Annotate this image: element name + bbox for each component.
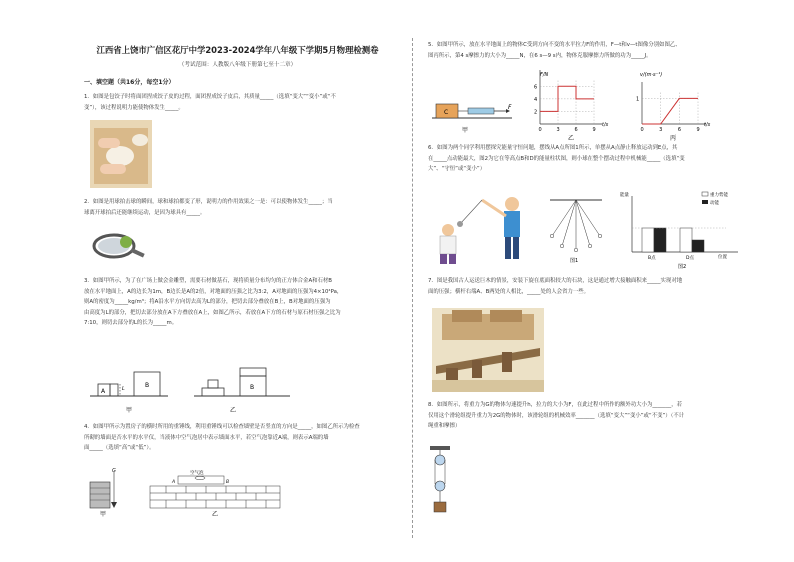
question-3-line: 由高度为L的部分，把切去部分放在A下方叠放在A上，如图乙所示，若放在A下方的石材与原石材压强之比为: [84, 309, 341, 316]
question-4: [84, 422, 360, 454]
position-axis-label: 位置: [718, 255, 727, 260]
category-label: B点: [648, 256, 656, 261]
fig1-label: 图1: [570, 258, 579, 264]
x-tick-label: 9: [696, 127, 700, 133]
blocks-figure: [90, 360, 290, 416]
velocity-time-chart: [626, 68, 726, 142]
pulley-system-figure: [430, 446, 450, 514]
question-1-line: 变”），该过程说明力能使物体发生_____。: [84, 104, 184, 111]
fig-yi-label-5: 乙: [568, 135, 575, 142]
fig-jia-label-4: 甲: [100, 511, 107, 518]
block-b2-label: B: [250, 384, 255, 391]
g-label: G: [112, 468, 116, 474]
bar: [680, 228, 692, 252]
end-a-label: A: [172, 480, 176, 485]
series-line: [642, 98, 698, 124]
question-8-line: 绳重和摩擦）: [428, 423, 461, 430]
question-1: [84, 92, 336, 113]
cut-l-label: L: [122, 386, 125, 392]
bubble-label: 空气泡: [190, 471, 204, 476]
v-axis-label: v/(m·s⁻¹): [640, 72, 663, 78]
y-tick-label: 6: [534, 84, 538, 91]
bar: [692, 240, 704, 252]
force-time-chart: [526, 68, 618, 142]
legend-grav-label: 重力势能: [710, 193, 728, 198]
y-tick-label: 1: [636, 96, 640, 103]
block-c-label: C: [444, 109, 449, 116]
f-axis-label: F/N: [540, 72, 549, 78]
x-tick-label: 0: [538, 127, 542, 133]
block-b-label: B: [145, 382, 150, 389]
t-axis-label-f: t/s: [602, 122, 609, 128]
question-3-line: 则A的密度为_____kg/m³；将A沿水平方向切去高为L的部分，把切去部分叠放在B上，B对地面的压强为: [84, 299, 331, 306]
x-tick-label: 3: [659, 127, 663, 133]
x-tick-label: 3: [556, 127, 560, 133]
question-7-line: 7．图是我国古人运送巨木的情景，安装下旋在底面积较大的石块，这是通过增大接触面积来_____实现对地: [428, 278, 683, 284]
pendulum-diagram: [546, 196, 606, 264]
page-title: 江西省上饶市广信区花厅中学2023-2024学年八年级下学期5月物理检测卷: [96, 45, 379, 55]
question-6-line: 在_____点动能最大，图2为它在等高点B和D的能量柱状图，则小球在整个摆动过程中机械能_____（选填“变: [428, 155, 685, 162]
racket-ball-photo: [90, 230, 146, 260]
question-8: [428, 400, 684, 432]
pendulum-kids-illustration: [432, 190, 536, 268]
x-tick-label: 0: [640, 127, 644, 133]
question-4-line: 4．如图甲所示为置房子的横时所用的重锤线，利用重锤线可以检查墙壁是否竖直的方向是_____，如图乙所示为检查: [84, 424, 360, 430]
question-5-line: 图丙所示，第4 s摩擦力的大小为_____N，在6 s—9 s内，物体克服摩擦力所做的功为_____J。: [428, 52, 652, 59]
y-tick-label: 4: [534, 96, 538, 103]
bar: [654, 228, 666, 252]
bar: [642, 228, 654, 252]
end-b-label: B: [226, 480, 230, 485]
fig-jia-label-5: 甲: [462, 127, 469, 134]
question-3-line: 3．如图甲所示，为了在广场上做会金雕塑，需要石材做基石，现将质量分布均匀的正方体合金A和石材B: [84, 278, 333, 284]
question-2: [84, 197, 333, 218]
fig-bing-label: 丙: [670, 135, 677, 142]
question-4-line: 所砌的墙面是否水平的水平仪，当液体中空气泡居中表示墙面水平，若空气泡靠近A端，则表示A端的墙: [84, 434, 329, 441]
question-3-line: 7:10，则切去部分的L的长为_____m。: [84, 320, 178, 327]
question-2-line: 球离开球拍后还能继续运动，是因为球具有_____。: [84, 209, 206, 216]
question-8-line: 仅用这个滑轮组提升重力为2G的物体时，该滑轮组的机械效率_______（选填“变大”“变小”或“不变”）（不计: [428, 412, 685, 419]
question-6-line: 大”、“守恒”或“变小”）: [428, 166, 486, 173]
energy-axis-label: 能量: [620, 193, 629, 198]
question-2-line: 2．如图是用球拍击球的瞬间，球和球拍都变了形，说明力的作用效果之一是：可以使物体发生_____；当: [84, 199, 333, 205]
energy-bar-chart: [618, 186, 750, 270]
block-a-label: A: [101, 388, 106, 395]
dumpling-photo: [90, 120, 152, 188]
legend-kin-label: 动能: [710, 201, 719, 206]
fig-yi-label: 乙: [230, 407, 237, 414]
question-3: [84, 276, 342, 329]
question-7-line: 面的压强；横杆右端A、B两处的人相比，_____处的人会省力一些。: [428, 288, 590, 295]
column-divider: [412, 38, 413, 538]
question-6: [428, 143, 685, 175]
ancient-log-transport-illustration: [432, 308, 544, 392]
question-7: [428, 276, 682, 297]
y-tick-label: 2: [534, 109, 538, 116]
page-subtitle: （考试范围：人教版八年级下册第七至十二章）: [178, 62, 297, 68]
question-5-line: 5．如图甲所示，放在水平地面上的物体C受到方向不变的水平拉力F的作用，F—t和v—t图像分别如图乙、: [428, 42, 681, 48]
fig-jia-label: 甲: [126, 407, 133, 414]
question-4-line: 面_____（选填“高”或“低”）。: [84, 445, 155, 452]
fig-yi-label-4: 乙: [212, 511, 219, 518]
level-figure: [86, 466, 286, 518]
x-tick-label: 6: [574, 127, 578, 133]
question-5: [428, 40, 681, 61]
question-6-line: 6．如图为两个同学利用摆探究能量守恒问题，摆线从A点所图1所示，单摆从A点静止释放运动到E点，其: [428, 145, 678, 151]
x-tick-label: 6: [677, 127, 682, 133]
pull-block-figure: [432, 76, 516, 138]
force-f-label: F: [508, 104, 512, 111]
fig2-label: 图2: [678, 264, 687, 270]
question-1-line: 1．如图是包饺子时将面团捏成饺子皮的过程，面团捏成饺子皮后，其质量_____（选填“变大”“变小”或“不: [84, 94, 336, 100]
section-heading: 一、填空题（共16分，每空1分）: [84, 79, 175, 86]
category-label: D点: [686, 256, 694, 261]
question-8-line: 8．如图所示，将重力为G的物体匀速提升h，拉力的大小为F，在此过程中所作的额外功大小为_______，若: [428, 402, 683, 408]
x-tick-label: 9: [592, 127, 596, 133]
question-3-line: 放在水平地面上，A的边长为1m，B边长是A的2倍，对地面的压强之比为3:2，A对地面的压强为4×10⁴Pa，: [84, 288, 343, 295]
t-axis-label-v: t/s: [704, 122, 711, 128]
